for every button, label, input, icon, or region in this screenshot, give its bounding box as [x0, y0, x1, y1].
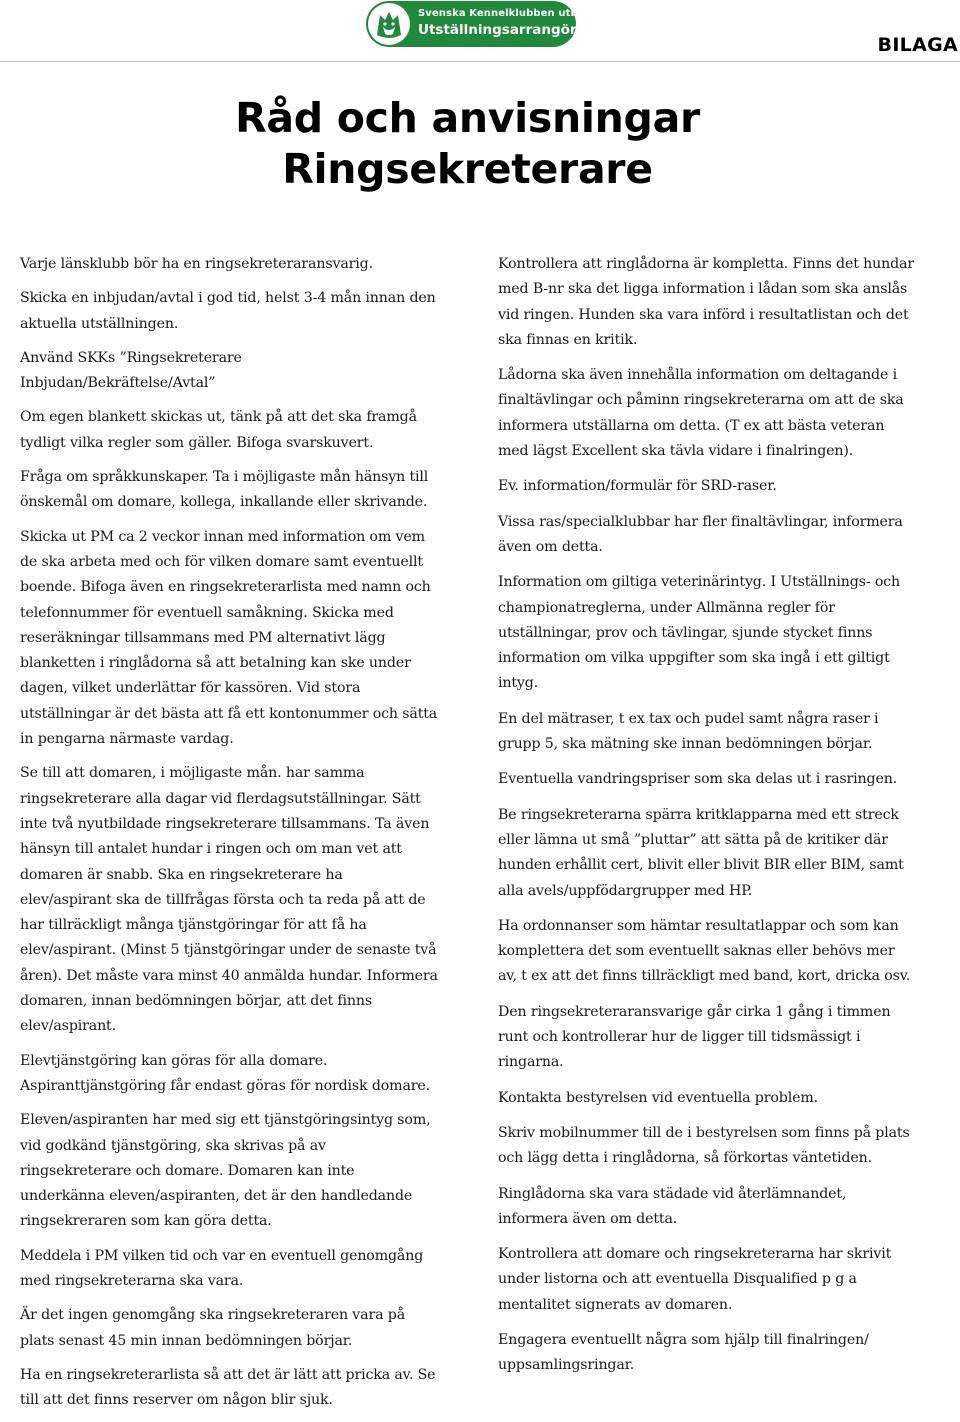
paragraph: En del mätraser, t ex tax och pudel samt några raser i grupp 5, ska mätning ske innan bedömningen börjar. [498, 710, 879, 753]
paragraph: Kontrollera att domare och ringsekreterarna har skrivit under listorna och att eventuella Disqualified p g a mentalitet signerats av domaren. [498, 1246, 892, 1313]
paragraph: Ha ordonnanser som hämtar resultatlappar och som kan komplettera det som eventuellt saknas eller behövs mer av, t ex att det finns tillräckligt med band, kort, dricka osv. [498, 917, 911, 985]
paragraph: Om egen blankett skickas ut, tänk på att det ska framgå tydligt vilka regler som gäller. Bifoga svarskuvert. [20, 409, 417, 451]
paragraph: Ringlådorna ska vara städade vid återlämnandet, informera även om detta. [498, 1185, 847, 1227]
paragraph: Är det ingen genomgång ska ringsekreteraren vara på plats senast 45 min innan bedömningen börjar. [20, 1307, 406, 1349]
paragraph: Skicka en inbjudan/avtal i god tid, helst 3-4 mån innan den aktuella utställningen. [20, 290, 436, 332]
paragraph: Elevtjänstgöring kan göras för alla domare. Aspiranttjänstgöring får endast göras för nordisk domare. [20, 1052, 431, 1094]
paragraph: Den ringsekreteraransvarige går cirka 1 gång i timmen runt och kontrollerar hur de ligger till tidsmässigt i ringarna. [498, 1003, 891, 1071]
paragraph: Be ringsekreterarna spärra kritklapparna med ett streck eller lämna ut små ”pluttar” att sätta på de kritiker där hunden erhållit cert, blivit eller blivit BIR eller BIM, samt alla avels/uppfödargrupper med HP. [498, 806, 904, 899]
skk-logo [366, 1, 618, 47]
header-divider [0, 61, 960, 62]
paragraph: Lådorna ska även innehålla information om deltagande i finaltävlingar och påminn ringsekreterarna om att de ska informera utställarna om detta. (T ex att bästa veteran med lägst Excellent ska tävla vidare i finalringen). [498, 367, 904, 460]
paragraph: Skriv mobilnummer till de i bestyrelsen som finns på plats och lägg detta i ringlådorna, så förkortas väntetiden. [498, 1124, 910, 1167]
left-column [20, 252, 438, 1422]
paragraph: Meddela i PM vilken tid och var en eventuell genomgång med ringsekreterarna ska vara. [20, 1247, 424, 1289]
paragraph: Eleven/aspiranten har med sig ett tjänstgöringsintyg som, vid godkänd tjänstgöring, ska skrivas på av ringsekreterare och domare. Domaren kan inte underkänna eleven/aspiranten, det är den handledande ringsekreraren som kan göra detta. [20, 1112, 431, 1230]
paragraph: Eventuella vandringspriser som ska delas ut i rasringen. [498, 771, 898, 788]
paragraph: Kontrollera att ringlådorna är kompletta. Finns det hundar med B-nr ska det ligga information i lådan som ska anslås vid ringen. Hunden ska vara införd i resultatlistan och det ska finnas en kritik. [498, 256, 914, 348]
logo-subtitle: Utställningsarrangör [418, 22, 577, 38]
page-title-line2: Ringsekreterare [282, 145, 653, 193]
page-title-line1: Råd och anvisningar [235, 94, 700, 142]
paragraph: Kontakta bestyrelsen vid eventuella problem. [498, 1089, 818, 1106]
paragraph: Skicka ut PM ca 2 veckor innan med information om vem de ska arbeta med och för vilken domare samt eventuellt boende. Bifoga även en ringsekreterarlista med namn och telefonnummer för eventuell samåkning. Skicka med reseräkningar tillsammans med PM alternativt lägg blanketten i ringlådorna så att betalning kan ske under dagen, vilket underlättar för kassören. Vid stora utställningar är det bästa att få ett kontonummer och sätta in pengarna närmaste vardag. [20, 528, 438, 748]
dog-head-icon [368, 3, 410, 45]
paragraph: Använd SKKs ”Ringsekreterare Inbjudan/Bekräftelse/Avtal” [20, 349, 242, 392]
paragraph: Fråga om språkkunskaper. Ta i möjligaste mån hänsyn till önskemål om domare, kollega, inkallande eller skrivande. [20, 469, 429, 511]
logo-org-name: Svenska Kennelklubben utbildning [418, 8, 618, 19]
paragraph: Ev. information/formulär för SRD-raser. [498, 478, 777, 495]
paragraph: Varje länsklubb bör ha en ringsekreteraransvarig. [20, 256, 373, 272]
bilaga-label: BILAGA [877, 34, 958, 56]
paragraph: Se till att domaren, i möjligaste mån. har samma ringsekreterare alla dagar vid flerdagsutställningar. Sätt inte två nyutbildade ringsekreterare tillsammans. Ta även hänsyn till antalet hundar i ringen och om man vet att domaren är snabb. Ska en ringsekreterare ha elev/aspirant ska de tillfrågas första och ta reda på att de har tillräckligt många tjänstgöringar för att få ha elev/aspirant. (Minst 5 tjänstgöringar under de senaste två åren). Det måste vara minst 40 anmälda hundar. Informera domaren, innan bedömningen börjar, att det finns elev/aspirant. [20, 765, 438, 1035]
paragraph: Vissa ras/specialklubbar har fler finaltävlingar, informera även om detta. [498, 513, 903, 555]
paragraph: Ha en ringsekreterarlista så att det är lätt att pricka av. Se till att det finns reserver om någon blir sjuk. [20, 1366, 436, 1409]
paragraph: Engagera eventuellt några som hjälp till finalringen/ uppsamlingsringar. [498, 1331, 869, 1374]
right-column [498, 252, 916, 1389]
paragraph: Information om giltiga veterinärintyg. I Utställnings- och championatreglerna, under Allmänna regler för utställningar, prov och tävlingar, sjunde stycket finns information om vilka uppgifter som ska ingå i ett giltigt intyg. [498, 574, 900, 692]
